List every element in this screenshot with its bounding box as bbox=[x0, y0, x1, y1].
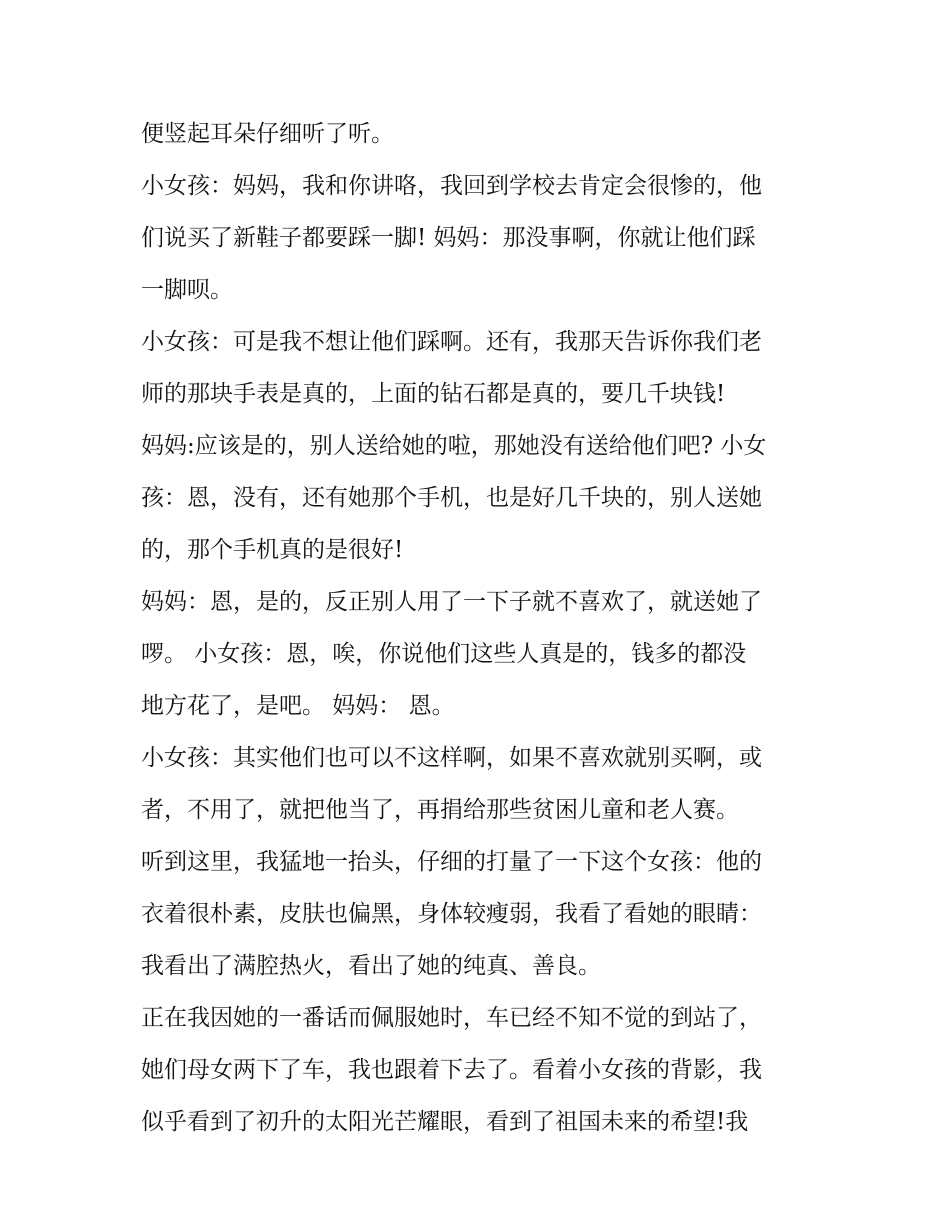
text-line: 者，不用了，就把他当了，再捐给那些贫困儿童和老人赛。 bbox=[141, 797, 739, 823]
text-line: 衣着很朴素，皮肤也偏黑，身体较瘦弱，我看了看她的眼睛： bbox=[141, 901, 762, 927]
text-line: 地方花了，是吧。 妈妈： 恩。 bbox=[141, 693, 455, 719]
text-line: 们说买了新鞋子都要踩一脚! 妈妈：那没事啊，你就让他们踩 bbox=[141, 225, 756, 251]
body-text bbox=[141, 108, 821, 1148]
text-line: 她们母女两下了车，我也跟着下去了。看着小女孩的背影，我 bbox=[141, 1057, 762, 1083]
text-line: 妈妈:应该是的，别人送给她的啦，那她没有送给他们吧? 小女 bbox=[141, 433, 767, 459]
text-line: 听到这里，我猛地一抬头，仔细的打量了一下这个女孩：他的 bbox=[141, 849, 762, 875]
text-line: 孩：恩，没有，还有她那个手机，也是好几千块的，别人送她 bbox=[141, 485, 762, 511]
text-line: 便竖起耳朵仔细听了听。 bbox=[141, 121, 394, 147]
text-line: 啰。 小女孩：恩，唉，你说他们这些人真是的，钱多的都没 bbox=[141, 641, 747, 667]
text-line: 一脚呗。 bbox=[141, 277, 233, 303]
text-line: 小女孩：其实他们也可以不这样啊，如果不喜欢就别买啊，或 bbox=[141, 745, 762, 771]
text-line: 小女孩：妈妈，我和你讲咯，我回到学校去肯定会很惨的，他 bbox=[141, 173, 762, 199]
text-line: 似乎看到了初升的太阳光芒耀眼，看到了祖国未来的希望!我 bbox=[141, 1109, 749, 1135]
text-line: 小女孩：可是我不想让他们踩啊。还有，我那天告诉你我们老 bbox=[141, 329, 762, 355]
text-line: 师的那块手表是真的，上面的钻石都是真的，要几千块钱! bbox=[141, 381, 726, 407]
text-line: 正在我因她的一番话而佩服她时，车已经不知不觉的到站了， bbox=[141, 1005, 762, 1031]
text-line: 我看出了满腔热火，看出了她的纯真、善良。 bbox=[141, 953, 601, 979]
text-line: 妈妈：恩，是的，反正别人用了一下子就不喜欢了，就送她了 bbox=[141, 589, 762, 615]
text-line: 的，那个手机真的是很好! bbox=[141, 537, 404, 563]
